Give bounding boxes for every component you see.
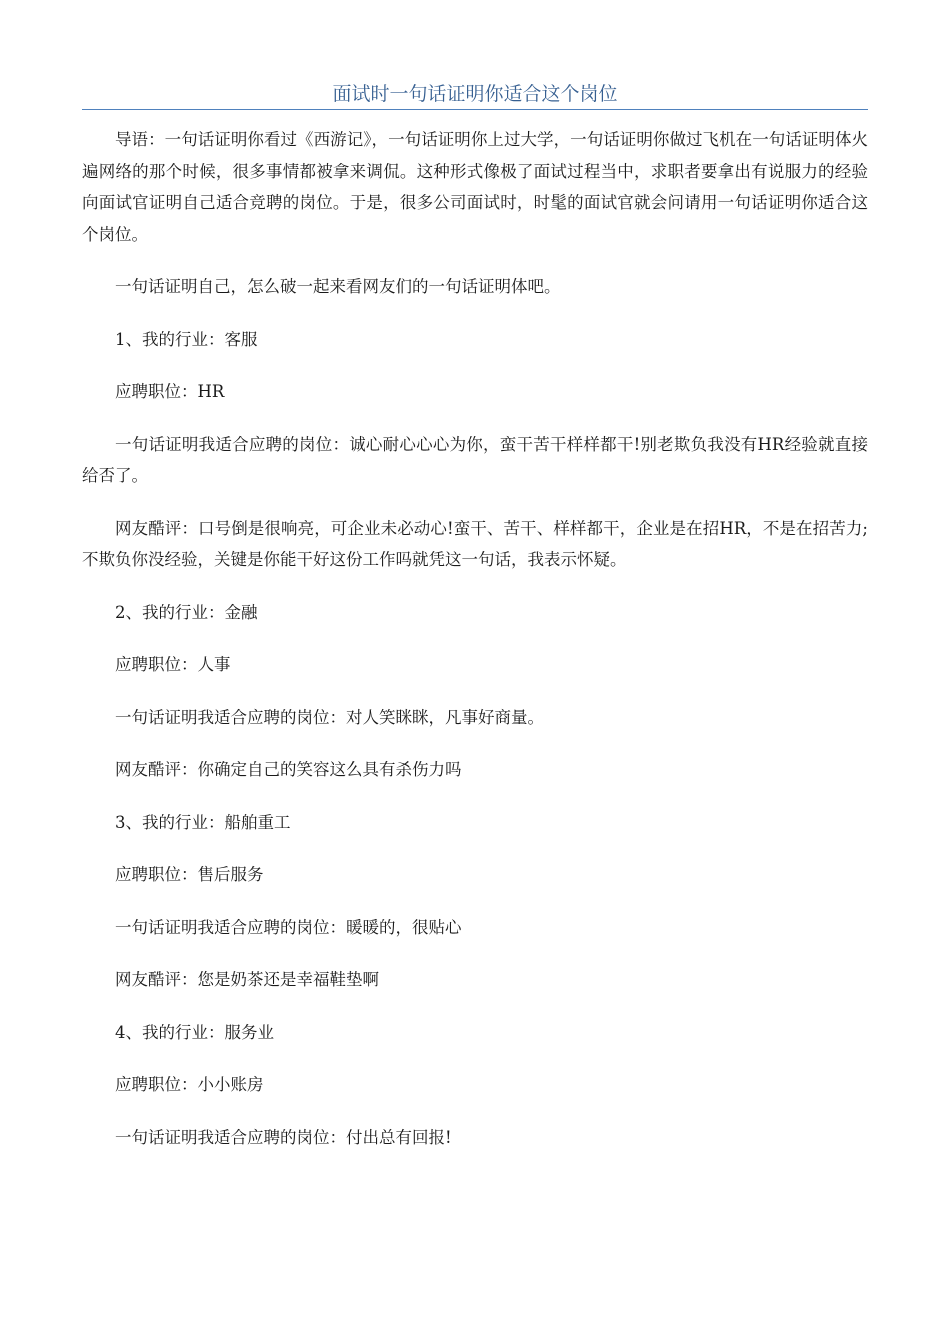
lead-in-paragraph: 一句话证明自己，怎么破一起来看网友们的一句话证明体吧。 (115, 277, 561, 296)
item-4-position: 应聘职位：小小账房 (115, 1075, 264, 1094)
item-3-industry: 3、我的行业：船舶重工 (115, 812, 291, 832)
item-1-industry: 1、我的行业：客服 (115, 329, 258, 349)
item-4-industry: 4、我的行业：服务业 (115, 1022, 274, 1042)
document-title: 面试时一句话证明你适合这个岗位 (332, 83, 618, 105)
intro-paragraph: 导语：一句话证明你看过《西游记》，一句话证明你上过大学，一句话证明你做过飞机在一句话证明体火遍网络的那个时候，很多事情都被拿来调侃。这种形式像极了面试过程当中，求职者要拿出有说服力的经验向面试官证明自己适合竞聘的岗位。于是，很多公司面试时，时髦的面试官就会问请用一句话证明你适合这个岗位。 (82, 130, 868, 244)
item-1-statement: 一句话证明我适合应聘的岗位：诚心耐心心心为你，蛮干苦干样样都干!别老欺负我没有HR经验就直接给否了。 (82, 434, 868, 485)
item-2-comment: 网友酷评：你确定自己的笑容这么具有杀伤力吗 (115, 760, 462, 779)
title-underline (82, 109, 868, 110)
item-2-industry: 2、我的行业：金融 (115, 602, 258, 622)
item-1-position: 应聘职位：HR (115, 382, 225, 401)
item-2-statement: 一句话证明我适合应聘的岗位：对人笑眯眯，凡事好商量。 (115, 707, 544, 727)
item-3-statement: 一句话证明我适合应聘的岗位：暖暖的，很贴心 (115, 917, 462, 937)
item-1-comment: 网友酷评：口号倒是很响亮，可企业未必动心!蛮干、苦干、样样都干，企业是在招HR，不是在招苦力;不欺负你没经验，关键是你能干好这份工作吗就凭这一句话，我表示怀疑。 (82, 518, 868, 569)
item-3-comment: 网友酷评：您是奶茶还是幸福鞋垫啊 (115, 970, 379, 989)
item-4-statement: 一句话证明我适合应聘的岗位：付出总有回报! (115, 1127, 452, 1147)
item-2-position: 应聘职位：人事 (115, 655, 231, 674)
item-3-position: 应聘职位：售后服务 (115, 865, 264, 884)
document-body (82, 124, 868, 1174)
